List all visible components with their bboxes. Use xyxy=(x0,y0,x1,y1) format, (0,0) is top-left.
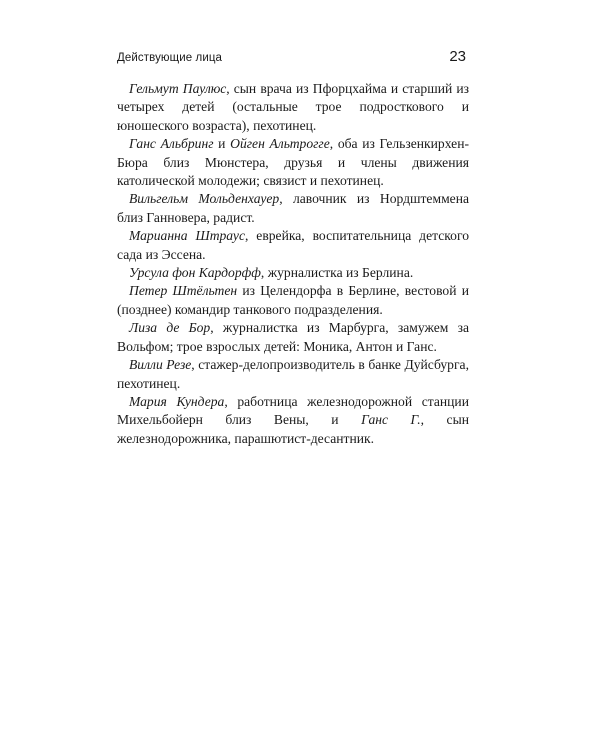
character-entry xyxy=(117,319,469,356)
character-description: , сын железнодорожника, парашютист-десантник. xyxy=(117,412,469,446)
character-description: из Целендорфа в Берлине, вестовой и (позднее) командир танкового подразделения. xyxy=(117,283,469,317)
character-name: Петер Штёльтен xyxy=(129,283,238,299)
character-entry xyxy=(117,356,469,393)
character-description: , работница железнодорожной станции Михельбойерн близ Вены, и xyxy=(117,393,469,428)
character-list xyxy=(117,80,469,448)
character-description: , журналистка из Берлина. xyxy=(260,265,414,281)
character-name: Ганс Альбринг xyxy=(129,136,214,152)
character-name: Мария Кундера xyxy=(129,393,225,409)
character-description: , оба из Гельзенкирхен-Бюра близ Мюнстера, друзья и члены движения католической молодежи; связист и пехотинец. xyxy=(117,136,470,189)
character-name: Ойген Альтрогге xyxy=(230,136,330,152)
character-entry xyxy=(117,393,469,448)
page-number: 23 xyxy=(449,48,466,65)
page-header xyxy=(117,48,466,65)
running-head-title: Действующие лица xyxy=(117,52,223,64)
character-description: , журналистка из Марбурга, замужем за Вольфом; трое взрослых детей: Моника, Антон и Ганс. xyxy=(117,320,469,354)
character-description: , лавочник из Нордштеммена близ Ганновера, радист. xyxy=(117,191,470,225)
character-name: Марианна Штраус xyxy=(129,228,245,244)
character-name: Лиза де Бор xyxy=(129,320,211,336)
character-name: Гельмут Паулюс xyxy=(129,81,227,96)
character-name: Ганс Г. xyxy=(361,412,421,428)
character-name: Вилли Резе xyxy=(129,357,192,373)
character-description: , стажер-делопроизводитель в банке Дуйсбурга, пехотинец. xyxy=(117,357,469,391)
character-name: Урсула фон Кардорфф xyxy=(129,265,261,281)
character-description: , еврейка, воспитательница детского сада из Эссена. xyxy=(117,228,469,262)
character-entry xyxy=(117,282,469,319)
character-entry xyxy=(117,264,469,282)
character-description: и xyxy=(213,136,231,152)
character-name: Вильгельм Мольденхауер xyxy=(129,191,280,207)
character-entry xyxy=(117,80,469,135)
character-entry xyxy=(117,135,469,190)
character-entry xyxy=(117,227,469,264)
character-description: , сын врача из Пфорцхайма и старший из четырех детей (остальные трое подросткового и юношеского возраста), пехотинец. xyxy=(117,81,469,133)
character-entry xyxy=(117,190,469,227)
